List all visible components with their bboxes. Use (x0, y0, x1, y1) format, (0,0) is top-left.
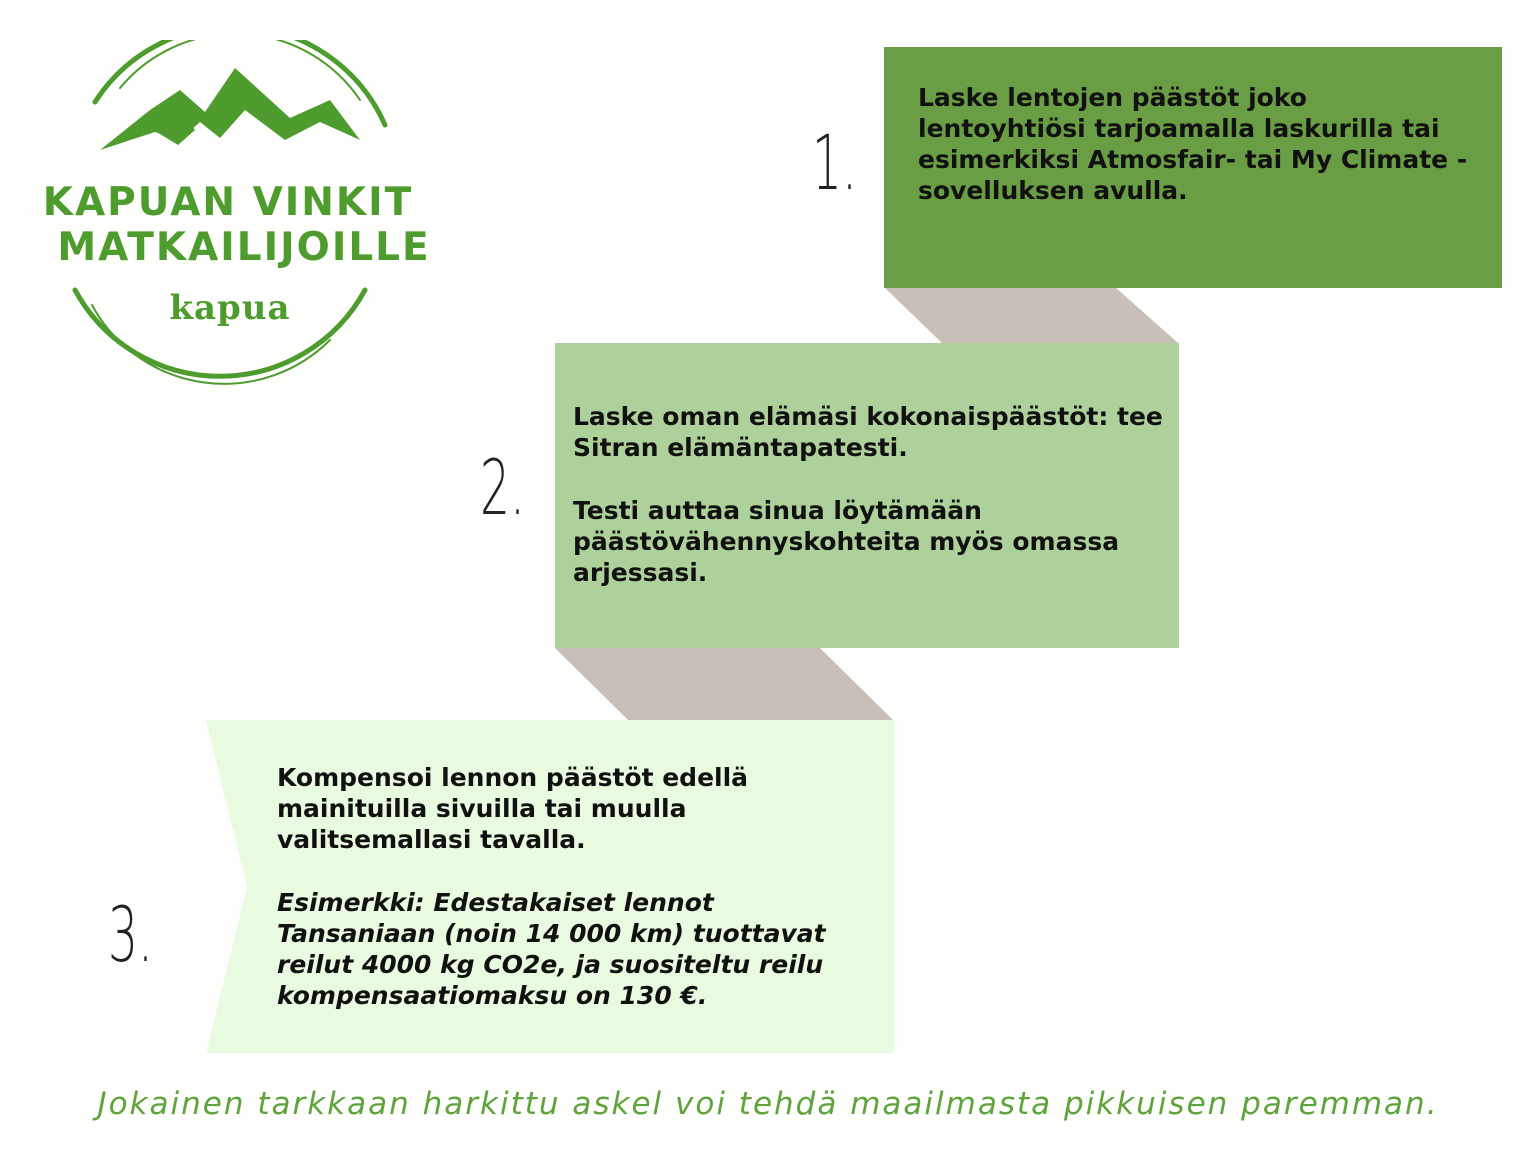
step-1-text: Laske lentojen päästöt joko lentoyhtiösi tarjoamalla laskurilla tai esimerkiksi Atmosfair- tai My Climate -sovelluksen avulla. (918, 83, 1468, 205)
logo-title-line1: KAPUAN VINKIT (42, 180, 414, 225)
connector-1-2 (884, 287, 1178, 343)
step-1-number: 1. (812, 118, 857, 207)
step-3-text: Kompensoi lennon päästöt edellä mainituilla sivuilla tai muulla valitsemallasi tavalla. (277, 763, 749, 854)
logo-title-line2: MATKAILIJOILLE (57, 225, 431, 270)
connector-2-3 (555, 648, 893, 720)
step-2-text: Laske oman elämäsi kokonaispäästöt: tee Sitran elämäntapatesti. (573, 402, 1163, 462)
footer-slogan: Jokainen tarkkaan harkittu askel voi tehdä maailmasta pikkuisen paremman. (97, 1086, 1439, 1122)
step-2-number: 2. (480, 443, 525, 532)
step-3-number: 3. (108, 890, 153, 979)
step-2-subtext: Testi auttaa sinua löytämään päästövähennyskohteita myös omassa arjessasi. (573, 496, 1120, 587)
brand-name: kapua (169, 288, 291, 328)
step-3-example: Esimerkki: Edestakaiset lennot Tansaniaan (noin 14 000 km) tuottavat reilut 4000 kg CO2e, ja suositeltu reilu kompensaatiomaksu on 130 €. (277, 888, 826, 1010)
